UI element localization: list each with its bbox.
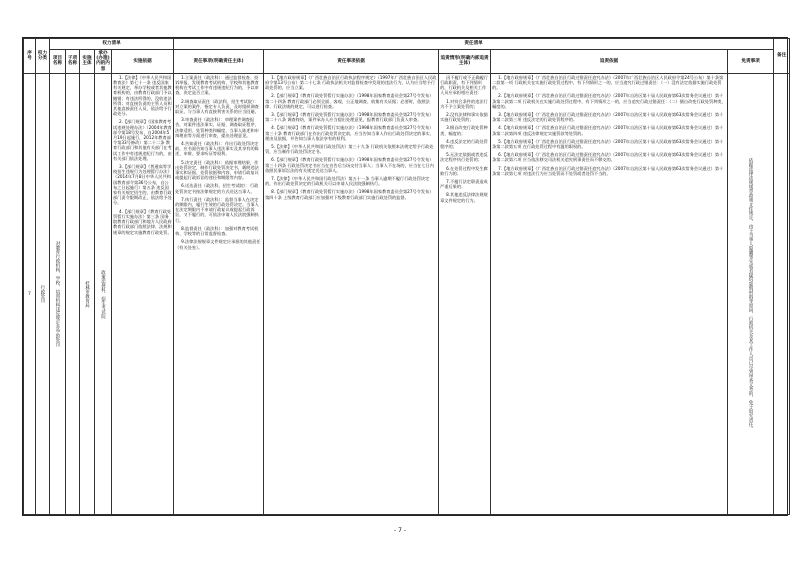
paragraph: 5.无法定依据或者违反法定程序执行处罚的； [440, 152, 488, 163]
paragraph: 6.【部门规章】《教育行政处罚暂行实施办法》（1998年国家教育委员会第27号令发布）第三十四条 行政处罚决定书应当在宣告后当场交付当事人；当事人不在场的，应当在七日内依照民事诉讼法的有关规定送达当事人。 [265, 157, 434, 173]
cell-accountability [439, 73, 491, 514]
paragraph: 2.【部门规章】《教育行政处罚暂行实施办法》（1998年国家教育委员会第27号令发布）第二十四条 教育行政部门必须全面、客观、公正地调查、收集有关证据；必要时，依照法律、行政法规的规定，可以进行检查。 [265, 93, 434, 109]
paragraph: 4.【部门规章】《教育行政处罚暂行实施办法》（1998年国家教育委员会第27号令发布）第三十条 教育行政部门在作出行政处罚决定前，应当告知当事人作出行政处罚决定的事实、理由及依据，并告知当事人依法享有的权利。 [265, 125, 434, 141]
paragraph: 3.审查责任（政法科）：审理案件调查报告，对案件违法事实、证据、调查取证程序、法律适用、处罚种类和幅度、当事人陈述和申辩理由等方面进行审查，提出处理意见。 [175, 117, 259, 138]
paragraph: 8.【部门规章】《教育行政处罚暂行实施办法》（1998年国家教育委员会第27号令发布）第四十条 上级教育行政部门应加强对下级教育行政部门实施行政处罚的监督。 [265, 189, 434, 200]
header-seq: 序号 [24, 39, 36, 74]
header-remarks: 备注 [774, 39, 790, 74]
header-exercise-content: 承办(办理)内的内容 [96, 51, 110, 72]
paragraph: 3.擅自改变行政处罚种类、幅度的； [440, 125, 488, 136]
paragraph: 3.【地方政府规章】《广西壮族自治区行政过错责任追究办法》（2007年自治区第十届人民政府第63次常务会议通过）第十条第二款第三项 违反法定的行政处罚程序的。 [492, 112, 724, 123]
paragraph: 3.【部门规章】《普通高等学校招生违规行为处理暂行办法》（2014年7月8日中华人民共和国教育部令第36号公布，自公布之日起施行）第五条 违反国家有关规定招生的，由教育行政部门责令限期改正，依法给予处分。 [113, 164, 172, 206]
header-resp-list: 责任清单 [174, 39, 774, 50]
paragraph: 6.【地方政府规章】《广西壮族自治区行政过错责任追究办法》（2007年自治区第十届人民政府第63次常务会议通过）第十条第二款第六项 应当依法移交司法机关追究刑事责任而不移交的。 [492, 152, 724, 163]
header-sub-item-name: 子项名称 [66, 50, 80, 74]
header-power-list: 权力清单 [50, 39, 174, 50]
cell-sub-item-name [66, 73, 80, 514]
paragraph: 7.【地方政府规章】《广西壮族自治区行政过错责任追究办法》（2007年自治区第十届人民政府第63次常务会议通过）第十条第二款第七项 对违法行为应当处罚而不处罚或者处罚不当的。 [492, 165, 724, 176]
page-number: - 7 - [394, 527, 406, 534]
paragraph: 1.【地方政府规章】《广西壮族自治区行政执法程序规定》（1997年广西壮族自治区人民政府令第13号公布）第二十七条 行政执法机关对监督检查中发现的违法行为，认为应当给予行政处罚的，应当立案。 [265, 74, 437, 91]
item-name-text: 对教育行政机构、学校、培训机构违反规定办学的处罚 [55, 241, 60, 347]
paragraph: 7.不履行法定职责造成严重后果的； [440, 179, 488, 190]
exercise-content-text: 政策法规科、招生考试院 [100, 269, 106, 319]
header-exemption: 免责事项 [728, 50, 774, 74]
paragraph: 5.决定责任（政法科）：依据审理结果，作出处罚决定，制作行政处罚决定书，载明违法事实和证据、处罚依据和内容、申请行政复议或提起行政诉讼的途径和期限等内容。 [175, 159, 259, 181]
header-power-type: 权力分类 [36, 39, 50, 74]
paragraph: 1.对符合条件的违法行为不予立案处罚的； [440, 98, 488, 109]
cell-remarks [774, 73, 790, 514]
exemption-text: 依据法律法规规章政策文件规定，由于当事人隐瞒事实或者提供虚假材料等原因，行政机关及其工作人员已尽到审查义务的，免于追究责任。 [748, 157, 754, 431]
header-resp-basis: 责任事项依据 [264, 50, 439, 74]
paragraph: 6.在处罚过程中发生腐败行为的； [440, 165, 488, 176]
paragraph: 2.【部门规章】《国家教育考试违规处理办法》（2004年教育部令第18号发布，自2004年5月19日起施行，2012年教育部令第33号修改）第二十二条 教育行政部门和其他有关部门在考试工作中有违规违纪行为的，由有关部门依法处理。 [113, 119, 172, 161]
paragraph: 1.【法律】《中华人民共和国教育法》第七十一条 违反国家有关规定，举办学校或者其他教育机构的，由教育行政部门予以撤销；有违法所得的，没收违法所得；对直接负责的主管人员和其他直接责任人员，依法给予行政处分。 [113, 74, 172, 117]
paragraph: 3.【部门规章】《教育行政处罚暂行实施办法》（1998年国家教育委员会第27号令发布）第二十八条 调查终结，案件承办人应当提出处理意见，报教育行政部门负责人审查。 [265, 112, 434, 123]
impl-subject-text: 桂林市教育局 [84, 280, 90, 308]
header-resp-matters: 责任事项(明确责任主体) [174, 50, 264, 74]
cell-impl-basis [112, 73, 174, 514]
paragraph: 4.告知责任（政法科）：作出行政处罚决定前，应书面告知当事人违法事实及其享有的陈述、申辩、要求听证等权利。 [175, 141, 259, 157]
paragraph: 1.【地方政府规章】《广西壮族自治区行政过错责任追究办法》（2007年广西壮族自治区人民政府令第24号公布）第十条第二款第一项 行政机关在实施行政处罚过程中，有下列情形之一的，应当追究行政过错责任：（一）没有法定依据实施行政处罚的。 [492, 74, 724, 91]
cell-resp-basis [264, 73, 439, 514]
paragraph: 4.违反法定的行政处罚程序的； [440, 138, 488, 150]
paragraph: 7.执行责任（政法科）：监督当事人在决定的期限内，履行生效的行政处罚决定。当事人在法定期限内不申请行政复议或提起行政诉讼，又不履行的，可依法申请人民法院强制执行。 [175, 196, 259, 223]
paragraph: 5.【地方政府规章】《广西壮族自治区行政过错责任追究办法》（2007年自治区第十届人民政府第63次常务会议通过）第十条第二款第五项 在行政处罚过程中有滥用职权的。 [492, 138, 724, 150]
header-item-name: 项目名称 [50, 50, 66, 74]
power-type-text: 行政处罚 [40, 285, 45, 303]
paragraph: 因不履行或不正确履行行政职责，有下列情形的，行政机关及相关工作人员应承担相应责任： [440, 74, 488, 96]
cell-exemption [728, 73, 774, 514]
cell-exercise-content [95, 73, 112, 514]
paragraph: 2.调查取证责任（政法科、招生考试院）：对立案的案件，指定专人负责，及时组织调查取证，与当事人有直接利害关系的应当回避。 [175, 98, 259, 115]
paragraph: 4.【部门规章】《教育行政处罚暂行实施办法》第三条 国务院教育行政部门和地方人民政府教育行政部门依照法律、法规和规章的规定实施教育行政处罚。 [113, 208, 172, 235]
cell-seq: 7 [24, 73, 36, 514]
paragraph: 9.法律法规规章文件规定应承担的其他责任（有关处室）。 [175, 239, 261, 250]
cell-acc-basis [491, 73, 728, 514]
cell-impl-subject [80, 73, 95, 514]
header-impl-subject: 实施主体 [80, 50, 95, 74]
table-row [24, 73, 790, 514]
paragraph: 7.【法律】《中华人民共和国行政处罚法》第五十一条 当事人逾期不履行行政处罚决定的，作出行政处罚决定的行政机关可以申请人民法院强制执行。 [265, 176, 430, 187]
paragraph: 4.【地方政府规章】《广西壮族自治区行政过错责任追究办法》（2007年自治区第十届人民政府第63次常务会议通过）第十条第二款第四项 违反法律规定实施罚款等处罚的。 [492, 125, 724, 136]
responsibility-list-table [22, 37, 788, 516]
paragraph: 2.【地方政府规章】《广西壮族自治区行政过错责任追究办法》（2007年自治区第十届人民政府第63次常务会议通过）第十条第二款第二项 行政机关在实施行政处罚过程中，有下列情形之一的，应当追究行政过错责任：（二）擅自改变行政处罚种类、幅度的。 [492, 93, 726, 109]
paragraph: 8.监督责任（政法科）：加强对教育考试机构、学校等的日常监督检查。 [175, 225, 259, 237]
cell-power-type [36, 73, 50, 514]
header-acc-basis: 追责依据 [491, 50, 728, 74]
paragraph: 1.立案责任（政法科）：通过监督检查、投诉举报、发现教育考试机构、学校和其他教育机构在考试工作中有违规违纪行为的，予以审查，决定是否立案。 [175, 74, 259, 96]
cell-resp-matters [174, 73, 264, 514]
header-accountability: 追责情形(明确内部追责主体) [439, 50, 491, 74]
paragraph: 6.送达责任（政法科、招生考试院）：行政处罚决定书按法律规定的方式送达当事人。 [175, 183, 259, 194]
cell-item-name [50, 73, 66, 514]
paragraph: 5.【法律】《中华人民共和国行政处罚法》第三十九条 行政机关依照本法规定给予行政处罚，应当制作行政处罚决定书。 [265, 144, 434, 155]
paragraph: 8.其他违反法律法规规章文件规定的行为。 [440, 192, 488, 203]
paragraph: 2.没有法律和事实依据实施行政处罚的； [440, 112, 488, 123]
header-impl-basis: 实施依据 [112, 50, 174, 74]
